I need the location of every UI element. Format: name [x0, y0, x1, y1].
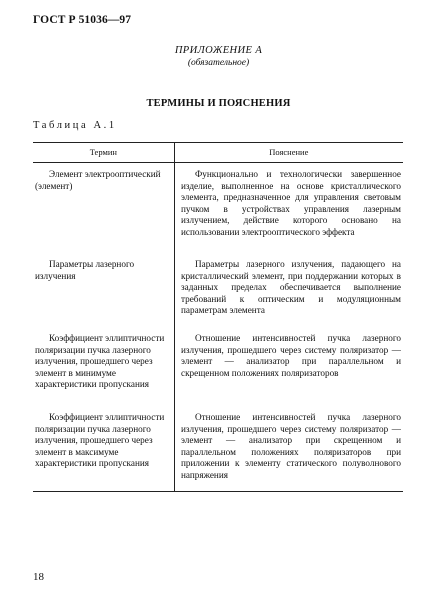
table-row-definition: [175, 412, 403, 481]
table-body: [33, 163, 403, 491]
appendix-title: ПРИЛОЖЕНИЕ А: [174, 45, 263, 56]
table-row-definition: [175, 169, 403, 238]
section-title: ТЕРМИНЫ И ПОЯСНЕНИЯ: [146, 98, 291, 109]
standard-header: ГОСТ Р 51036—97: [33, 14, 132, 26]
table-row-term: [33, 259, 174, 282]
appendix-note: (обязательное): [187, 58, 250, 68]
table-row-definition: [175, 333, 403, 379]
definition-cell: Отношение интенсивностей пучка лазерного излучения, прошедшего через систему поляризатор — элемент — анализатор при параллельном и скрещенном положениях поляризаторов: [181, 333, 401, 378]
table-row-term: [33, 412, 174, 470]
column-header-definition: Пояснение: [269, 147, 309, 157]
page-number: 18: [33, 571, 44, 583]
term-cell: Параметры лазерного излучения: [35, 259, 135, 281]
column-header-term: Термин: [33, 143, 175, 162]
table-header-row: [33, 143, 403, 163]
term-cell: Коэффициент эллиптичности поляризации пучка лазерного излучения, прошедшего через элемент в максимуме характеристики пропускания: [35, 412, 165, 468]
term-cell: Элемент электрооптический (элемент): [35, 169, 161, 191]
table-caption: Таблица А.1: [33, 120, 117, 131]
term-cell: Коэффициент эллиптичности поляризации пучка лазерного излучения, прошедшего через элемент в минимуме характеристики пропускания: [35, 333, 165, 389]
terms-table: [33, 142, 403, 492]
definition-cell: Параметры лазерного излучения, падающего на кристаллический элемент, при поддержании которых в заданных пределах обеспечивается выполнение требований к оптическим и модуляционным параметрам элемента: [181, 259, 401, 315]
table-row-definition: [175, 259, 403, 317]
table-row-term: [33, 169, 174, 192]
definition-cell: Функционально и технологически завершенное изделие, выполненное на основе кристаллического элемента, предназначенное для управления световым пучком в устройствах управления лазерным излучением, действие которого основано на использовании электрооптического эффекта: [181, 169, 401, 237]
table-row-term: [33, 333, 174, 391]
definition-cell: Отношение интенсивностей пучка лазерного излучения, прошедшего через систему поляризатор — элемент — анализатор при скрещенном и параллельном положениях поляризаторов при приложении к элементу статического полуволнового напряжения: [181, 412, 401, 480]
